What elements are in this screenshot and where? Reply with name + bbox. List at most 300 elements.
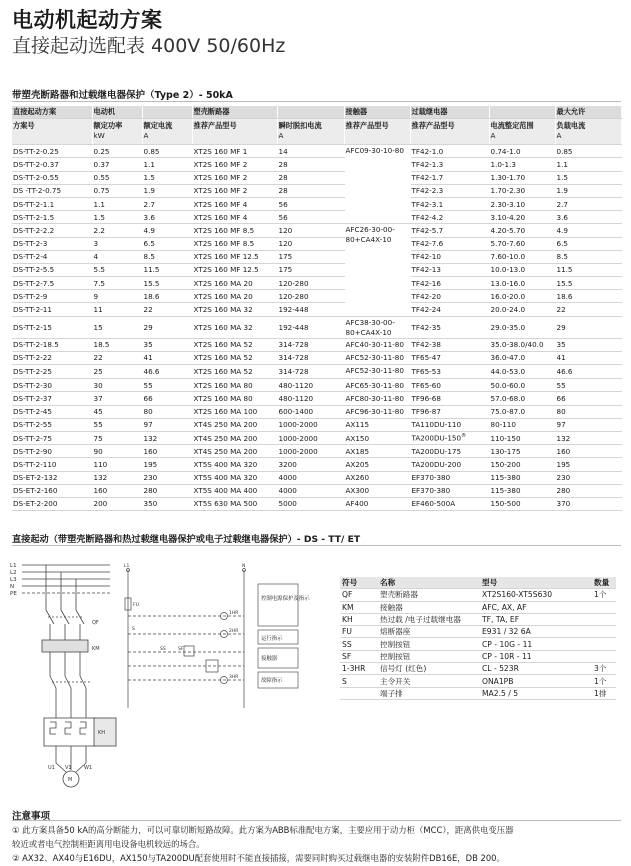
header-label: 瞬时脱扣电流 bbox=[278, 121, 322, 131]
cell-value: 120 bbox=[278, 225, 293, 235]
cell-value: 7.5 bbox=[93, 278, 105, 288]
cell-value: XT5S 400 MA 320 bbox=[193, 459, 258, 469]
motor-label: M bbox=[68, 777, 73, 783]
table-cell bbox=[489, 184, 555, 197]
cell-value: 4.20-5.70 bbox=[490, 225, 526, 235]
cell-value: 132 bbox=[93, 473, 108, 483]
legend-row bbox=[340, 601, 616, 613]
table-cell bbox=[344, 418, 410, 431]
table-cell bbox=[142, 471, 192, 484]
cell-value: 55 bbox=[93, 420, 103, 430]
component-legend bbox=[340, 577, 616, 700]
header-label: 推荐产品型号 bbox=[193, 121, 237, 131]
cell-value: 4.9 bbox=[556, 225, 568, 235]
cell-value: 46.6 bbox=[143, 367, 160, 377]
table-cell bbox=[12, 237, 92, 250]
cell-value: 66 bbox=[556, 393, 566, 403]
cell-value: 57.0-68.0 bbox=[490, 393, 526, 403]
table-cell bbox=[192, 197, 277, 210]
footnote-mark: ® bbox=[461, 433, 467, 440]
legend-cell bbox=[592, 613, 616, 625]
cell-value: 29 bbox=[556, 322, 566, 332]
table-cell bbox=[410, 365, 489, 379]
legend-cell: E931 / 32 6A bbox=[480, 626, 592, 638]
table-cell bbox=[142, 277, 192, 290]
cell-value: 55 bbox=[143, 380, 153, 390]
legend-header-cell: 符号 bbox=[340, 577, 378, 589]
table-cell bbox=[344, 431, 410, 444]
table-cell bbox=[555, 458, 621, 471]
table-cell bbox=[555, 445, 621, 458]
cell-value: 55 bbox=[556, 380, 566, 390]
table-cell bbox=[12, 351, 92, 364]
2hr-label: 2HR bbox=[229, 629, 239, 634]
table-cell bbox=[555, 145, 621, 158]
cell-value: 0.75 bbox=[93, 186, 110, 196]
table-cell bbox=[12, 290, 92, 303]
cell-value: 1000-2000 bbox=[278, 433, 318, 443]
table-cell bbox=[12, 484, 92, 497]
cell-value: 120 bbox=[278, 239, 293, 249]
table-row bbox=[12, 497, 621, 510]
table-row bbox=[12, 379, 621, 392]
legend-row bbox=[340, 613, 616, 625]
cell-value: TF42-24 bbox=[411, 305, 441, 315]
section2-rule bbox=[12, 545, 621, 546]
cell-value: AX300 bbox=[345, 486, 370, 496]
table-cell bbox=[410, 277, 489, 290]
cell-value: 0.37 bbox=[93, 159, 110, 169]
table-cell bbox=[92, 458, 142, 471]
table-cell bbox=[142, 418, 192, 431]
legend-cell: SS bbox=[340, 638, 378, 650]
table-cell bbox=[489, 431, 555, 444]
cell-value: DS-TT-2-0.55 bbox=[13, 173, 59, 183]
table-cell bbox=[344, 471, 410, 484]
table-cell bbox=[92, 351, 142, 364]
table-cell bbox=[410, 197, 489, 210]
table-header-cell bbox=[12, 119, 92, 145]
cell-value: 130-175 bbox=[490, 446, 521, 456]
cell-value: DS-TT-2-37 bbox=[13, 393, 52, 403]
table-cell bbox=[410, 211, 489, 224]
cell-value: 314-728 bbox=[278, 367, 309, 377]
table-header-cell bbox=[344, 119, 410, 145]
cell-value: TF96-87 bbox=[411, 407, 441, 417]
cell-value: TF42-13 bbox=[411, 265, 441, 275]
cell-value: DS-TT-2-9 bbox=[13, 291, 48, 301]
cell-value: XT5S 400 MA 320 bbox=[193, 473, 258, 483]
table-cell bbox=[410, 224, 489, 237]
legend-cell: CP - 10R - 11 bbox=[480, 650, 592, 662]
cell-value: TF96-68 bbox=[411, 393, 441, 403]
table-cell bbox=[410, 458, 489, 471]
table-cell bbox=[410, 263, 489, 276]
cell-value: XT5S 400 MA 400 bbox=[193, 486, 258, 496]
table-row bbox=[12, 458, 621, 471]
legend-header-cell: 数量 bbox=[592, 577, 616, 589]
table-cell bbox=[489, 338, 555, 351]
cell-value: 41 bbox=[143, 353, 153, 363]
table-cell bbox=[410, 471, 489, 484]
table-cell bbox=[555, 171, 621, 184]
table-cell bbox=[12, 497, 92, 510]
table-cell bbox=[142, 145, 192, 158]
table-cell bbox=[344, 351, 410, 364]
cell-value: EF370-380 bbox=[411, 473, 451, 483]
legend-cell: 熔断器座 bbox=[378, 626, 480, 638]
table-cell bbox=[12, 379, 92, 392]
cell-value: 9 bbox=[93, 291, 99, 301]
cell-value: 5.5 bbox=[93, 265, 105, 275]
table-cell bbox=[142, 497, 192, 510]
table-cell bbox=[277, 379, 344, 392]
cell-value: 132 bbox=[143, 433, 158, 443]
cell-value: DS-TT-2-22 bbox=[13, 353, 52, 363]
table-cell bbox=[192, 184, 277, 197]
table-cell bbox=[555, 392, 621, 405]
legend-cell: MA2.5 / 5 bbox=[480, 687, 592, 699]
contactor-cell: AFC26-30-00-80+CA4X-10 bbox=[344, 224, 410, 316]
cell-value: 4.9 bbox=[143, 225, 155, 235]
page-title: 电动机起动方案 bbox=[12, 8, 163, 32]
table-cell bbox=[489, 290, 555, 303]
legend-cell: CP - 10G - 11 bbox=[480, 638, 592, 650]
cell-value: 600-1400 bbox=[278, 407, 314, 417]
legend-row bbox=[340, 638, 616, 650]
cell-value: 11.5 bbox=[143, 265, 160, 275]
cell-value: 35 bbox=[556, 340, 566, 350]
table-cell bbox=[92, 431, 142, 444]
table-cell bbox=[92, 277, 142, 290]
table-cell bbox=[277, 224, 344, 237]
cell-value: DS-TT-2-110 bbox=[13, 459, 57, 469]
cell-value: 6.5 bbox=[556, 239, 568, 249]
note-1-cont: 较近或者电气控制柜距离用电设备电机较远的场合。 bbox=[12, 839, 205, 849]
table-row bbox=[12, 418, 621, 431]
u1-label: U1 bbox=[48, 765, 55, 771]
cell-value: 66 bbox=[143, 393, 153, 403]
cell-value: TF42-3.1 bbox=[411, 199, 444, 209]
cell-value: 25 bbox=[93, 367, 103, 377]
notes-title: 注意事项 bbox=[12, 811, 51, 822]
cell-value: 22 bbox=[556, 305, 566, 315]
legend-cell: 1个 bbox=[592, 589, 616, 601]
table-group-cell: 最大允许 bbox=[555, 106, 621, 119]
table-cell bbox=[92, 250, 142, 263]
cell-value: DS-TT-2-2.2 bbox=[13, 225, 55, 235]
table-cell bbox=[92, 263, 142, 276]
legend-cell bbox=[592, 650, 616, 662]
table-cell bbox=[555, 263, 621, 276]
table-group-header-row bbox=[12, 106, 621, 119]
table-cell bbox=[142, 445, 192, 458]
cell-value: 3 bbox=[93, 239, 99, 249]
legend-cell: 1-3HR bbox=[340, 663, 378, 675]
cell-value: 1.1 bbox=[143, 159, 155, 169]
table-cell bbox=[92, 471, 142, 484]
cell-value: DS-TT-2-5.5 bbox=[13, 265, 55, 275]
legend-cell: 塑壳断路器 bbox=[378, 589, 480, 601]
table-header-cell bbox=[555, 119, 621, 145]
table-cell bbox=[92, 379, 142, 392]
section1-title: 带塑壳断路器和过载继电器保护（Type 2）- 50kA bbox=[12, 90, 233, 101]
ctrl-n-label: N bbox=[242, 564, 246, 569]
cell-value: 7.60-10.0 bbox=[490, 252, 526, 262]
table-row bbox=[12, 197, 621, 210]
table-cell bbox=[192, 171, 277, 184]
table-row bbox=[12, 277, 621, 290]
table-cell bbox=[489, 303, 555, 316]
cell-value: 20.0-24.0 bbox=[490, 305, 526, 315]
cell-value: 18.6 bbox=[143, 291, 160, 301]
table-cell bbox=[410, 171, 489, 184]
table-cell bbox=[192, 351, 277, 364]
phase-n-label: N bbox=[10, 584, 15, 590]
cell-value: DS-TT-2-0.37 bbox=[13, 159, 59, 169]
table-cell bbox=[142, 316, 192, 338]
cell-value: TA200DU-150 bbox=[411, 433, 462, 443]
legend-cell: 接触器 bbox=[378, 601, 480, 613]
table-cell bbox=[12, 392, 92, 405]
table-cell bbox=[92, 484, 142, 497]
table-cell bbox=[489, 351, 555, 364]
cell-value: 0.74-1.0 bbox=[490, 146, 521, 156]
cell-value: DS-TT-2-25 bbox=[13, 367, 52, 377]
table-cell bbox=[142, 224, 192, 237]
legend-header-row bbox=[340, 577, 616, 589]
table-cell bbox=[12, 224, 92, 237]
table-header-cell bbox=[192, 119, 277, 145]
table-cell bbox=[277, 290, 344, 303]
cell-value: 11.5 bbox=[556, 265, 573, 275]
legend-cell: AFC, AX, AF bbox=[480, 601, 592, 613]
table-cell bbox=[277, 458, 344, 471]
cell-value: 16.0-20.0 bbox=[490, 291, 526, 301]
contactor-cell: AFC38-30-00-80+CA4X-10 bbox=[344, 316, 410, 338]
cell-value: DS-TT-2-18.5 bbox=[13, 340, 59, 350]
table-cell bbox=[92, 211, 142, 224]
table-cell bbox=[410, 445, 489, 458]
qf-label: QF bbox=[92, 620, 99, 626]
table-row bbox=[12, 351, 621, 364]
cell-value: 192-448 bbox=[278, 305, 309, 315]
cell-value: 46.6 bbox=[556, 367, 573, 377]
header-label: 方案号 bbox=[13, 121, 35, 131]
table-cell bbox=[555, 250, 621, 263]
legend-cell: SF bbox=[340, 650, 378, 662]
cell-value: 45 bbox=[93, 407, 103, 417]
table-cell bbox=[555, 351, 621, 364]
cell-value: 370 bbox=[556, 499, 571, 509]
table-cell bbox=[92, 303, 142, 316]
table-cell bbox=[92, 197, 142, 210]
cell-value: 11 bbox=[93, 305, 103, 315]
table-row bbox=[12, 250, 621, 263]
cell-value: 13.0-16.0 bbox=[490, 278, 526, 288]
kh-label: KH bbox=[98, 730, 106, 736]
table-cell bbox=[277, 197, 344, 210]
table-cell bbox=[192, 303, 277, 316]
table-cell bbox=[410, 497, 489, 510]
cell-value: 2.30-3.10 bbox=[490, 199, 526, 209]
table-cell bbox=[277, 418, 344, 431]
cell-value: 6.5 bbox=[143, 239, 155, 249]
table-header-cell bbox=[489, 119, 555, 145]
table-cell bbox=[12, 418, 92, 431]
table-cell bbox=[555, 277, 621, 290]
box-power-label: 控制电源保护及指示 bbox=[261, 596, 310, 602]
table-cell bbox=[92, 237, 142, 250]
cell-value: AX185 bbox=[345, 446, 370, 456]
table-cell bbox=[12, 338, 92, 351]
table-cell bbox=[192, 224, 277, 237]
cell-value: 1000-2000 bbox=[278, 420, 318, 430]
cell-value: 1.5 bbox=[556, 173, 568, 183]
table-cell bbox=[277, 392, 344, 405]
cell-value: AF400 bbox=[345, 499, 369, 509]
table-cell bbox=[555, 211, 621, 224]
legend-row bbox=[340, 663, 616, 675]
header-unit: A bbox=[556, 131, 562, 141]
cell-value: 18.6 bbox=[556, 291, 573, 301]
table-row bbox=[12, 237, 621, 250]
cell-value: 314-728 bbox=[278, 340, 309, 350]
section2-title: 直接起动（带塑壳断路器和热过载继电器保护或电子过载继电器保护）- DS - TT/ ET bbox=[12, 534, 361, 545]
cell-value: XT2S 160 MF 4 bbox=[193, 212, 248, 222]
cell-value: XT2S 160 MA 32 bbox=[193, 305, 253, 315]
cell-value: TF42-1.7 bbox=[411, 173, 444, 183]
selection-table bbox=[12, 106, 622, 511]
cell-value: XT2S 160 MA 32 bbox=[193, 322, 253, 332]
cell-value: TA200DU-175 bbox=[411, 446, 462, 456]
table-row bbox=[12, 365, 621, 379]
cell-value: 28 bbox=[278, 173, 288, 183]
table-cell bbox=[192, 458, 277, 471]
table-cell bbox=[92, 158, 142, 171]
table-cell bbox=[192, 290, 277, 303]
table-cell bbox=[192, 379, 277, 392]
cell-value: DS -TT-2-0.75 bbox=[13, 186, 62, 196]
cell-value: 80-110 bbox=[490, 420, 516, 430]
table-cell bbox=[410, 303, 489, 316]
cell-value: 195 bbox=[143, 459, 158, 469]
cell-value: 35 bbox=[143, 340, 153, 350]
box-contactor-label: 接触器 bbox=[261, 656, 278, 662]
cell-value: 192-448 bbox=[278, 322, 309, 332]
cell-value: 29 bbox=[143, 322, 153, 332]
ctrl-l1-label: L1 bbox=[124, 564, 130, 569]
cell-value: 1.9 bbox=[556, 186, 568, 196]
cell-value: AFC65-30-11-80 bbox=[345, 380, 404, 390]
cell-value: DS-TT-2-90 bbox=[13, 446, 52, 456]
table-cell bbox=[555, 365, 621, 379]
power-circuit bbox=[42, 565, 116, 787]
cell-value: 0.55 bbox=[93, 173, 110, 183]
legend-cell: KH bbox=[340, 613, 378, 625]
cell-value: TF42-5.7 bbox=[411, 225, 444, 235]
legend-cell: FU bbox=[340, 626, 378, 638]
table-cell bbox=[142, 431, 192, 444]
table-cell bbox=[277, 471, 344, 484]
cell-value: 2.2 bbox=[93, 225, 105, 235]
3hr-label: 3HR bbox=[229, 675, 239, 680]
table-cell bbox=[192, 338, 277, 351]
table-cell bbox=[277, 405, 344, 418]
table-cell bbox=[277, 263, 344, 276]
cell-value: 28 bbox=[278, 159, 288, 169]
cell-value: XT2S 160 MA 80 bbox=[193, 380, 253, 390]
v1-label: V1 bbox=[65, 765, 72, 771]
cell-value: 160 bbox=[143, 446, 158, 456]
table-cell bbox=[410, 405, 489, 418]
cell-value: 1000-2000 bbox=[278, 446, 318, 456]
supply-lines bbox=[22, 565, 110, 593]
table-cell bbox=[410, 158, 489, 171]
cell-value: TF42-35 bbox=[411, 322, 441, 332]
table-cell bbox=[555, 484, 621, 497]
cell-value: XT2S 160 MA 20 bbox=[193, 278, 253, 288]
table-cell bbox=[192, 497, 277, 510]
cell-value: 90 bbox=[93, 446, 103, 456]
legend-cell: 主令开关 bbox=[378, 675, 480, 687]
table-cell bbox=[410, 351, 489, 364]
table-header-row bbox=[12, 119, 621, 145]
cell-value: DS-TT-2-55 bbox=[13, 420, 52, 430]
table-group-cell: 接触器 bbox=[344, 106, 410, 119]
cell-value: 1.1 bbox=[556, 159, 568, 169]
cell-value: 44.0-53.0 bbox=[490, 367, 526, 377]
table-cell bbox=[277, 497, 344, 510]
legend-row bbox=[340, 687, 616, 699]
legend-cell: S bbox=[340, 675, 378, 687]
table-cell bbox=[142, 379, 192, 392]
cell-value: AFC80-30-11-80 bbox=[345, 393, 404, 403]
table-group-cell bbox=[277, 106, 344, 119]
table-cell bbox=[192, 316, 277, 338]
table-cell bbox=[92, 145, 142, 158]
cell-value: TF42-38 bbox=[411, 340, 441, 350]
table-cell bbox=[92, 497, 142, 510]
control-circuit bbox=[125, 569, 246, 709]
table-cell bbox=[92, 405, 142, 418]
legend-header-cell: 型号 bbox=[480, 577, 592, 589]
table-cell bbox=[555, 158, 621, 171]
phase-l2-label: L2 bbox=[10, 570, 17, 576]
table-cell bbox=[555, 497, 621, 510]
table-cell bbox=[555, 290, 621, 303]
table-cell bbox=[555, 197, 621, 210]
phase-pe-label: PE bbox=[10, 591, 17, 597]
cell-value: DS-TT-2-7.5 bbox=[13, 278, 55, 288]
table-cell bbox=[489, 197, 555, 210]
legend-row bbox=[340, 650, 616, 662]
table-cell bbox=[142, 484, 192, 497]
cell-value: 4 bbox=[93, 252, 99, 262]
table-cell bbox=[410, 484, 489, 497]
legend-cell bbox=[592, 601, 616, 613]
cell-value: AX260 bbox=[345, 473, 370, 483]
table-cell bbox=[142, 184, 192, 197]
cell-value: 110-150 bbox=[490, 433, 521, 443]
legend-cell bbox=[340, 687, 378, 699]
legend-cell bbox=[592, 626, 616, 638]
cell-value: TA110DU-110 bbox=[411, 420, 462, 430]
table-cell bbox=[489, 250, 555, 263]
table-cell bbox=[489, 392, 555, 405]
cell-value: 1.30-1.70 bbox=[490, 173, 526, 183]
table-cell bbox=[489, 379, 555, 392]
